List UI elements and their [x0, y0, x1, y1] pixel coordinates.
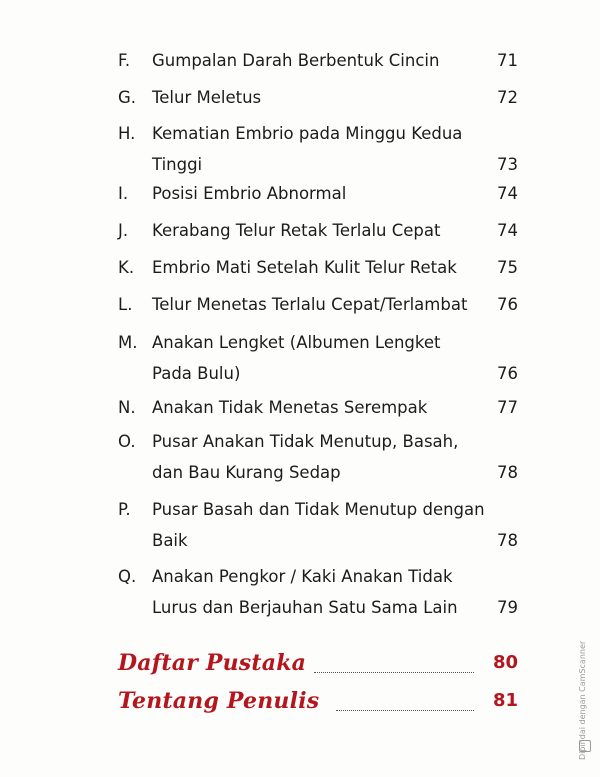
toc-page-number: 78 — [497, 463, 518, 482]
toc-entry-h — [118, 118, 518, 180]
toc-title — [152, 561, 472, 623]
toc-entry-i — [118, 178, 518, 209]
toc-page-number: 76 — [497, 295, 518, 314]
toc-title — [152, 327, 472, 389]
toc-title-line: Embrio Mati Setelah Kulit Telur Retak — [152, 258, 457, 277]
toc-title-line: Lurus dan Berjauhan Satu Sama Lain — [152, 598, 458, 617]
toc-entry-l — [118, 289, 518, 320]
toc-entry-p — [118, 494, 518, 556]
toc-entry-q — [118, 561, 518, 623]
toc-title-line: Anakan Tidak Menetas Serempak — [152, 398, 428, 417]
toc-title — [152, 82, 472, 113]
toc-letter: J. — [118, 221, 129, 240]
toc-title-line: Baik — [152, 531, 188, 550]
toc-title-line: Telur Menetas Terlalu Cepat/Terlambat — [152, 295, 468, 314]
toc-title-line: Anakan Lengket (Albumen Lengket — [152, 333, 441, 352]
toc-entry-n — [118, 392, 518, 423]
toc-entry-m — [118, 327, 518, 389]
toc-letter: O. — [118, 432, 136, 451]
toc-letter: F. — [118, 51, 131, 70]
toc-title-line: Kerabang Telur Retak Terlalu Cepat — [152, 221, 441, 240]
toc-page-number: 74 — [497, 221, 518, 240]
toc-title-line: Anakan Pengkor / Kaki Anakan Tidak — [152, 567, 453, 586]
dot-leader — [336, 710, 474, 711]
toc-letter: K. — [118, 258, 135, 277]
toc-page-number: 71 — [497, 51, 518, 70]
toc-title — [152, 426, 472, 488]
toc-entry-f — [118, 45, 518, 76]
toc-title-line: Pusar Anakan Tidak Menutup, Basah, — [152, 432, 459, 451]
toc-entry-daftar-pustaka — [118, 650, 518, 684]
toc-title — [152, 392, 472, 423]
toc-page-number: 78 — [497, 531, 518, 550]
toc-letter: Q. — [118, 567, 137, 586]
toc-page-number: 80 — [492, 652, 518, 673]
toc-title-line: Kematian Embrio pada Minggu Kedua — [152, 124, 463, 143]
toc-title — [152, 45, 472, 76]
toc-letter: P. — [118, 500, 131, 519]
toc-letter: G. — [118, 88, 137, 107]
toc-entry-tentang-penulis — [118, 688, 518, 722]
dot-leader — [314, 672, 474, 673]
toc-title — [152, 494, 485, 556]
toc-page-number: 77 — [497, 398, 518, 417]
toc-page-number: 79 — [497, 598, 518, 617]
toc-letter: I. — [118, 184, 129, 203]
toc-title-line: Pada Bulu) — [152, 364, 241, 383]
toc-title — [152, 215, 472, 246]
toc-letter: H. — [118, 124, 136, 143]
toc-title — [152, 178, 472, 209]
toc-page-number: 76 — [497, 364, 518, 383]
toc-title-line: Posisi Embrio Abnormal — [152, 184, 347, 203]
toc-page-number: 75 — [497, 258, 518, 277]
toc-title-line: Tinggi — [152, 155, 203, 174]
toc-page-number: 72 — [497, 88, 518, 107]
toc-entry-k — [118, 252, 518, 283]
toc-page-number: 73 — [497, 155, 518, 174]
toc-entry-j — [118, 215, 518, 246]
toc-entry-o — [118, 426, 518, 488]
scanner-watermark: Dipindai dengan CamScanner — [578, 640, 587, 760]
toc-title-line: Gumpalan Darah Berbentuk Cincin — [152, 51, 440, 70]
toc-page-number: 74 — [497, 184, 518, 203]
toc-title-line: Telur Meletus — [152, 88, 262, 107]
toc-title-line: dan Bau Kurang Sedap — [152, 463, 341, 482]
toc-title — [152, 289, 472, 320]
toc-letter: M. — [118, 333, 138, 352]
toc-section-title: Daftar Pustaka — [118, 650, 307, 676]
toc-entry-g — [118, 82, 518, 113]
toc-letter: N. — [118, 398, 136, 417]
toc-section-title: Tentang Penulis — [118, 688, 320, 714]
toc-title-line: Pusar Basah dan Tidak Menutup dengan — [152, 500, 485, 519]
toc-title — [152, 118, 472, 180]
toc-title — [152, 252, 472, 283]
toc-letter: L. — [118, 295, 133, 314]
toc-page-number: 81 — [492, 690, 518, 711]
